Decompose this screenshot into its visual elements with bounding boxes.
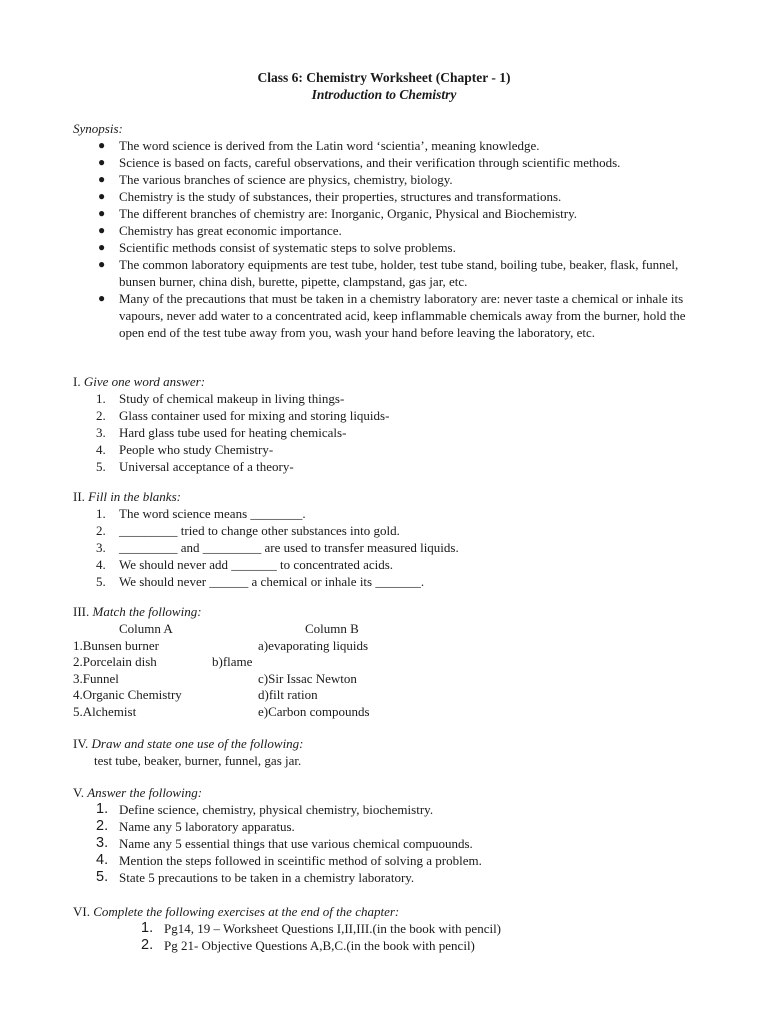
question-item: 1. The word science means ________. bbox=[96, 506, 306, 521]
column-b-header: Column B bbox=[305, 621, 359, 636]
section-heading: Give one word answer: bbox=[83, 374, 206, 389]
page-title: Class 6: Chemistry Worksheet (Chapter - 1) bbox=[257, 70, 511, 85]
bullet-icon: ● bbox=[98, 206, 106, 220]
question-item: 2. _________ tried to change other substances into gold. bbox=[96, 523, 400, 538]
section-fill-blanks bbox=[73, 488, 713, 590]
bullet-icon: ● bbox=[98, 172, 106, 186]
question-item: 5. We should never ______ a chemical or inhale its _______. bbox=[96, 574, 425, 589]
question-item: 1. Study of chemical makeup in living things- bbox=[96, 391, 345, 406]
section-heading: Draw and state one use of the following: bbox=[91, 736, 304, 751]
bullet-icon: ● bbox=[98, 223, 106, 237]
match-row: 4.Organic Chemistry d)filt ration bbox=[73, 687, 318, 702]
section-heading: Complete the following exercises at the end of the chapter: bbox=[93, 904, 400, 919]
section-exercises bbox=[73, 903, 713, 954]
question-item: 5. State 5 precautions to be taken in a chemistry laboratory. bbox=[96, 869, 415, 885]
column-a-header: Column A bbox=[119, 621, 173, 636]
synopsis-section bbox=[73, 120, 713, 341]
bullet-icon: ● bbox=[98, 138, 106, 152]
section-number: III. bbox=[73, 604, 90, 619]
bullet-icon: ● bbox=[98, 189, 106, 203]
section-draw bbox=[73, 735, 713, 769]
synopsis-item: ● The word science is derived from the Latin word ‘scientia’, meaning knowledge. bbox=[98, 138, 540, 153]
question-item: 4. Mention the steps followed in sceintific method of solving a problem. bbox=[96, 852, 482, 868]
synopsis-item: ● Science is based on facts, careful observations, and their verification through scientific methods. bbox=[98, 155, 621, 170]
match-row: 1.Bunsen burner a)evaporating liquids bbox=[73, 637, 369, 653]
question-item: 4. We should never add _______ to concentrated acids. bbox=[96, 557, 394, 572]
section-answer bbox=[73, 784, 713, 886]
synopsis-item: ● Chemistry has great economic importance. bbox=[98, 223, 342, 238]
section-number: VI. bbox=[73, 904, 90, 919]
question-item: 5. Universal acceptance of a theory- bbox=[96, 459, 294, 474]
section-number: V. bbox=[73, 785, 84, 800]
question-item: 3. _________ and _________ are used to transfer measured liquids. bbox=[96, 540, 459, 555]
question-item: 4. People who study Chemistry- bbox=[96, 442, 274, 457]
exercise-item: 1. Pg14, 19 – Worksheet Questions I,II,III.(in the book with pencil) bbox=[141, 920, 502, 936]
section-heading: Answer the following: bbox=[87, 785, 203, 800]
bullet-icon: ● bbox=[98, 257, 106, 271]
section-number: II. bbox=[73, 489, 85, 504]
synopsis-item: ● Many of the precautions that must be taken in a chemistry laboratory are: never taste a chemical or inhale its vapours, never add water to a concentrated acid, keep inflammable chemicals away from the burner, hold the open end of the test tube away from you, wash your hand before leaving the laboratory, etc. bbox=[98, 291, 686, 340]
question-item: 2. Glass container used for mixing and storing liquids- bbox=[96, 408, 390, 423]
section-number: I. bbox=[73, 374, 81, 389]
section-heading: Match the following: bbox=[92, 604, 202, 619]
question-item: 3. Hard glass tube used for heating chemicals- bbox=[96, 425, 347, 440]
bullet-icon: ● bbox=[98, 240, 106, 254]
synopsis-item: ● The common laboratory equipments are test tube, holder, test tube stand, boiling tube, beaker, flask, funnel, bunsen burner, china dish, burette, pipette, clampstand, gas jar, etc. bbox=[98, 257, 679, 289]
section-number: IV. bbox=[73, 736, 89, 751]
synopsis-label: Synopsis: bbox=[73, 121, 123, 136]
match-row: 5.Alchemist e)Carbon compounds bbox=[73, 703, 370, 719]
bullet-icon: ● bbox=[98, 291, 106, 305]
synopsis-list bbox=[73, 137, 713, 341]
exercise-item: 2. Pg 21- Objective Questions A,B,C.(in the book with pencil) bbox=[141, 937, 475, 953]
synopsis-item: ● Chemistry is the study of substances, their properties, structures and transformations. bbox=[98, 189, 562, 204]
page-subtitle: Introduction to Chemistry bbox=[311, 87, 457, 102]
question-item: 2. Name any 5 laboratory apparatus. bbox=[96, 818, 295, 834]
question-item: 1. Define science, chemistry, physical chemistry, biochemistry. bbox=[96, 801, 434, 817]
section-match bbox=[73, 603, 713, 719]
question-item: 3. Name any 5 essential things that use various chemical compuounds. bbox=[96, 835, 473, 851]
synopsis-item: ● The various branches of science are physics, chemistry, biology. bbox=[98, 172, 453, 187]
draw-items: test tube, beaker, burner, funnel, gas jar. bbox=[94, 753, 302, 768]
match-header-row bbox=[73, 620, 713, 637]
bullet-icon: ● bbox=[98, 155, 106, 169]
synopsis-item: ● The different branches of chemistry are: Inorganic, Organic, Physical and Biochemistry. bbox=[98, 206, 577, 221]
section-heading: Fill in the blanks: bbox=[88, 489, 181, 504]
match-row: 2.Porcelain dish b)flame bbox=[73, 654, 253, 669]
synopsis-item: ● Scientific methods consist of systematic steps to solve problems. bbox=[98, 240, 456, 255]
section-one-word bbox=[73, 373, 713, 475]
match-row: 3.Funnel c)Sir Issac Newton bbox=[73, 670, 357, 686]
